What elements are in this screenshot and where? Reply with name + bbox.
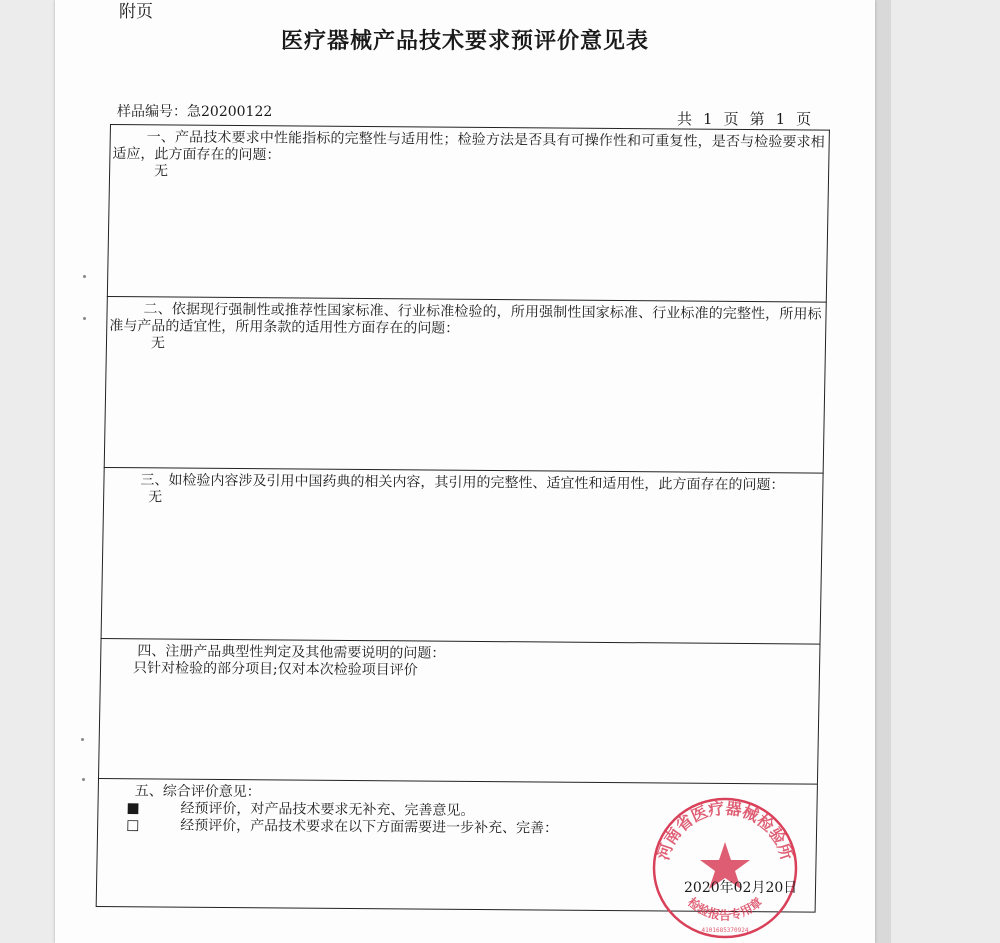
section-5-question: 五、综合评价意见：: [134, 783, 261, 801]
sample-number: 样品编号：急20200122: [117, 104, 273, 120]
svg-text:检验报告专用章: 检验报告专用章: [685, 894, 765, 923]
official-seal-icon: [645, 790, 805, 940]
document-page: [55, 0, 875, 943]
section-2-question: 二、依据现行强制性或推荐性国家标准、行业标准检验的，所用强制性国家标准、行业标准的完整性，所用标准与产品的适宜性，所用条款的适用性方面存在的问题：: [109, 301, 822, 337]
scan-speck: [82, 778, 85, 781]
svg-text:4101685370924: 4101685370924: [701, 927, 749, 934]
checked-box-icon: ■: [126, 800, 140, 817]
section-3-answer: 无: [148, 489, 163, 506]
svg-text:河南省医疗器械检验所: 河南省医疗器械检验所: [653, 798, 797, 863]
evaluation-date: 2020年02月20日: [684, 880, 798, 896]
page-indicator: 共 1 页 第 1 页: [677, 110, 813, 128]
section-2-answer: 无: [150, 335, 166, 352]
option-needs-revision-text: 经预评价，产品技术要求在以下方面需要进一步补充、完善：: [179, 817, 559, 837]
viewer-scrollbar-track[interactable]: [875, 0, 891, 943]
scan-speck: [81, 738, 84, 741]
section-2: [104, 296, 827, 473]
section-1-answer: 无: [153, 163, 169, 180]
scan-speck: [83, 317, 86, 320]
attachment-label: 附页: [119, 2, 153, 22]
document-title: 医疗器械产品技术要求预评价意见表: [280, 28, 649, 54]
section-4-answer: 只针对检验的部分项目;仅对本次检验项目评价: [132, 660, 418, 679]
section-3-question: 三、如检验内容涉及引用中国药典的相关内容，其引用的完整性、适宜性和适用性，此方面存在的问题：: [140, 472, 785, 494]
section-3: [101, 467, 824, 644]
section-1: [107, 124, 830, 302]
section-4: [98, 638, 820, 784]
section-1-question: 一、产品技术要求中性能指标的完整性与适用性；检验方法是否具有可操作性和可重复性，是否与检验要求相适应，此方面存在的问题：: [112, 129, 825, 164]
scan-speck: [83, 275, 86, 278]
unchecked-box-icon: □: [126, 817, 140, 834]
option-no-revision-text: 经预评价，对产品技术要求无补充、完善意见。: [180, 800, 475, 819]
section-4-question: 四、注册产品典型性判定及其他需要说明的问题：: [137, 643, 446, 662]
